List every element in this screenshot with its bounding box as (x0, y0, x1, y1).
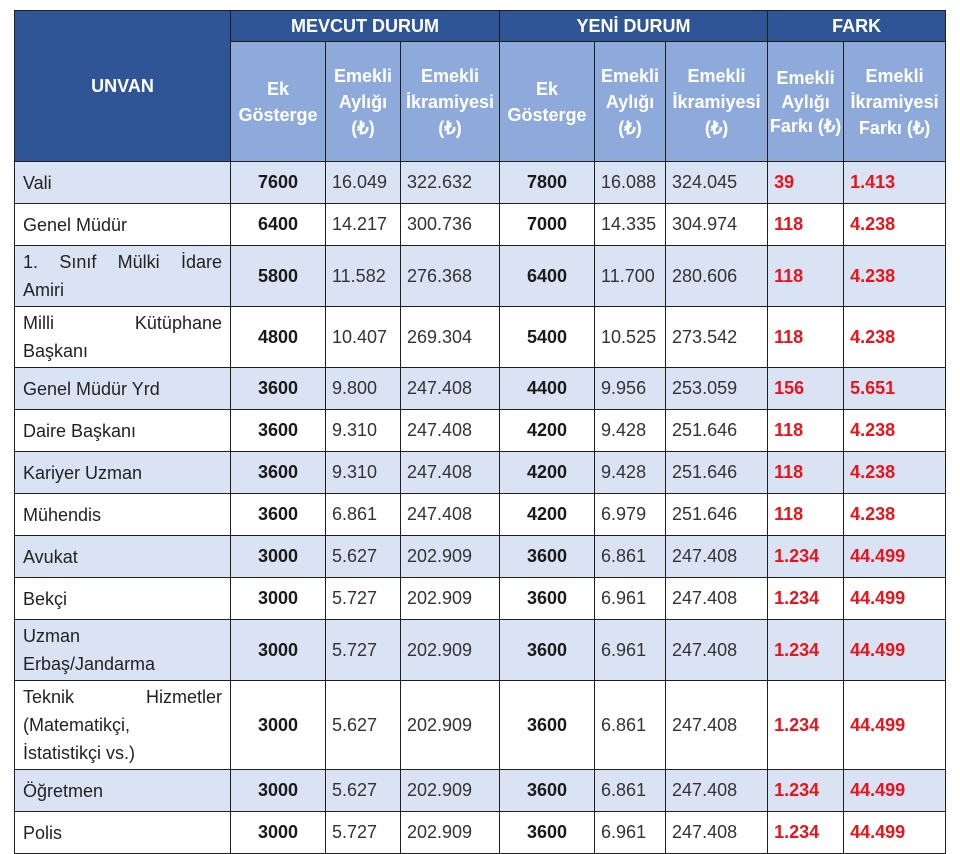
table-row (15, 578, 946, 620)
unvan-line: Başkanı (23, 341, 89, 361)
mevcut-ek-gosterge-header: Ek Gösterge (231, 42, 326, 162)
yeni-emekli-ayligi-cell: 6.961 (595, 620, 666, 681)
yeni-emekli-ikramiyesi-cell: 251.646 (666, 452, 768, 494)
table-row (15, 681, 946, 770)
fark-emekli-ayligi-cell: 1.234 (768, 681, 844, 770)
unvan-line: (Matematikçi, (23, 715, 131, 735)
mevcut-emekli-ikramiyesi-cell: 322.632 (401, 162, 500, 204)
mevcut-emekli-ayligi-cell: 5.727 (326, 578, 401, 620)
fark-emekli-ikramiyesi-cell: 4.238 (844, 204, 946, 246)
mevcut-emekli-ayligi-cell: 9.800 (326, 368, 401, 410)
fark-emekli-ikramiyesi-cell: 1.413 (844, 162, 946, 204)
unvan-cell (15, 620, 231, 681)
fark-emekli-ayligi-cell: 1.234 (768, 620, 844, 681)
unvan-cell (15, 681, 231, 770)
table-body (15, 162, 946, 854)
mevcut-emekli-ikramiyesi-cell: 202.909 (401, 812, 500, 854)
table-row (15, 452, 946, 494)
yeni-emekli-ayligi-cell: 14.335 (595, 204, 666, 246)
unvan-line: 1. Sınıf Mülki İdare (23, 252, 222, 272)
mevcut-emekli-ikramiyesi-cell: 247.408 (401, 410, 500, 452)
mevcut-emekli-ayligi-cell: 5.627 (326, 681, 401, 770)
mevcut-emekli-ayligi-header: Emekli Aylığı (₺) (326, 42, 401, 162)
fark-emekli-ayligi-cell: 118 (768, 246, 844, 307)
fark-emekli-ayligi-cell: 1.234 (768, 770, 844, 812)
yeni-emekli-ayligi-cell: 6.861 (595, 681, 666, 770)
fark-emekli-ayligi-cell: 1.234 (768, 536, 844, 578)
mevcut-ek-gosterge-cell: 3000 (231, 536, 326, 578)
mevcut-ek-gosterge-cell: 3600 (231, 452, 326, 494)
table-row (15, 536, 946, 578)
fark-emekli-ayligi-cell: 118 (768, 410, 844, 452)
yeni-emekli-ikramiyesi-cell: 273.542 (666, 307, 768, 368)
fark-emekli-ayligi-cell: 156 (768, 368, 844, 410)
yeni-emekli-ikramiyesi-cell: 324.045 (666, 162, 768, 204)
yeni-emekli-ayligi-cell: 10.525 (595, 307, 666, 368)
yeni-emekli-ikramiyesi-header: Emekli İkramiyesi (₺) (666, 42, 768, 162)
mevcut-emekli-ayligi-cell: 5.627 (326, 536, 401, 578)
fark-emekli-ikramiyesi-cell: 44.499 (844, 620, 946, 681)
unvan-line: Erbaş/Jandarma (23, 654, 156, 674)
yeni-emekli-ikramiyesi-cell: 251.646 (666, 410, 768, 452)
unvan-header: UNVAN (15, 11, 231, 162)
mevcut-emekli-ikramiyesi-cell: 247.408 (401, 494, 500, 536)
yeni-emekli-ayligi-cell: 11.700 (595, 246, 666, 307)
yeni-emekli-ayligi-cell: 6.861 (595, 536, 666, 578)
mevcut-emekli-ayligi-cell: 9.310 (326, 410, 401, 452)
yeni-emekli-ayligi-cell: 9.956 (595, 368, 666, 410)
group-header-row (15, 11, 946, 42)
mevcut-ek-gosterge-cell: 3000 (231, 681, 326, 770)
unvan-cell: Mühendis (15, 494, 231, 536)
mevcut-durum-header: MEVCUT DURUM (231, 11, 500, 42)
yeni-emekli-ikramiyesi-cell: 304.974 (666, 204, 768, 246)
yeni-ek-gosterge-cell: 4200 (500, 410, 595, 452)
fark-emekli-ayligi-cell: 1.234 (768, 578, 844, 620)
table-row (15, 770, 946, 812)
yeni-emekli-ayligi-header: Emekli Aylığı (₺) (595, 42, 666, 162)
yeni-ek-gosterge-cell: 3600 (500, 681, 595, 770)
mevcut-emekli-ikramiyesi-header: Emekli İkramiyesi (₺) (401, 42, 500, 162)
unvan-line: Teknik Hizmetler (23, 687, 222, 707)
yeni-ek-gosterge-cell: 3600 (500, 578, 595, 620)
yeni-ek-gosterge-cell: 4400 (500, 368, 595, 410)
mevcut-emekli-ayligi-cell: 5.627 (326, 770, 401, 812)
fark-emekli-ayligi-cell: 39 (768, 162, 844, 204)
fark-emekli-ayligi-header: Emekli Aylığı Farkı (₺) (768, 42, 844, 162)
table-row (15, 410, 946, 452)
unvan-cell (15, 307, 231, 368)
unvan-line: Uzman (23, 626, 81, 646)
mevcut-emekli-ayligi-cell: 11.582 (326, 246, 401, 307)
yeni-ek-gosterge-cell: 5400 (500, 307, 595, 368)
yeni-emekli-ikramiyesi-cell: 247.408 (666, 812, 768, 854)
yeni-ek-gosterge-cell: 3600 (500, 536, 595, 578)
yeni-emekli-ikramiyesi-cell: 247.408 (666, 681, 768, 770)
fark-emekli-ikramiyesi-cell: 44.499 (844, 770, 946, 812)
fark-emekli-ayligi-cell: 118 (768, 494, 844, 536)
mevcut-ek-gosterge-cell: 3600 (231, 494, 326, 536)
fark-emekli-ikramiyesi-cell: 44.499 (844, 812, 946, 854)
mevcut-ek-gosterge-cell: 3600 (231, 410, 326, 452)
fark-emekli-ikramiyesi-cell: 4.238 (844, 307, 946, 368)
mevcut-emekli-ikramiyesi-cell: 202.909 (401, 681, 500, 770)
table-row (15, 307, 946, 368)
unvan-cell: Vali (15, 162, 231, 204)
mevcut-emekli-ayligi-cell: 9.310 (326, 452, 401, 494)
yeni-emekli-ikramiyesi-cell: 251.646 (666, 494, 768, 536)
yeni-durum-header: YENİ DURUM (500, 11, 768, 42)
fark-emekli-ayligi-cell: 118 (768, 452, 844, 494)
table-row (15, 204, 946, 246)
yeni-emekli-ikramiyesi-cell: 280.606 (666, 246, 768, 307)
yeni-emekli-ikramiyesi-cell: 247.408 (666, 770, 768, 812)
unvan-cell: Polis (15, 812, 231, 854)
mevcut-emekli-ayligi-cell: 10.407 (326, 307, 401, 368)
unvan-cell: Kariyer Uzman (15, 452, 231, 494)
unvan-line: Milli Kütüphane (23, 313, 222, 333)
table-row (15, 162, 946, 204)
yeni-ek-gosterge-cell: 7800 (500, 162, 595, 204)
yeni-ek-gosterge-cell: 3600 (500, 770, 595, 812)
fark-header: FARK (768, 11, 946, 42)
mevcut-emekli-ayligi-cell: 6.861 (326, 494, 401, 536)
mevcut-emekli-ikramiyesi-cell: 269.304 (401, 307, 500, 368)
yeni-ek-gosterge-cell: 4200 (500, 494, 595, 536)
fark-emekli-ikramiyesi-cell: 44.499 (844, 578, 946, 620)
unvan-cell: Genel Müdür (15, 204, 231, 246)
fark-emekli-ikramiyesi-cell: 5.651 (844, 368, 946, 410)
yeni-emekli-ikramiyesi-cell: 247.408 (666, 536, 768, 578)
yeni-emekli-ayligi-cell: 6.861 (595, 770, 666, 812)
mevcut-emekli-ikramiyesi-cell: 202.909 (401, 770, 500, 812)
yeni-emekli-ayligi-cell: 6.961 (595, 578, 666, 620)
fark-emekli-ayligi-cell: 118 (768, 307, 844, 368)
fark-emekli-ikramiyesi-cell: 4.238 (844, 246, 946, 307)
yeni-emekli-ayligi-cell: 9.428 (595, 452, 666, 494)
unvan-line: Amiri (23, 280, 64, 300)
mevcut-ek-gosterge-cell: 7600 (231, 162, 326, 204)
mevcut-emekli-ikramiyesi-cell: 276.368 (401, 246, 500, 307)
fark-emekli-ikramiyesi-cell: 4.238 (844, 494, 946, 536)
yeni-ek-gosterge-header: Ek Gösterge (500, 42, 595, 162)
mevcut-emekli-ikramiyesi-cell: 247.408 (401, 452, 500, 494)
fark-emekli-ayligi-cell: 1.234 (768, 812, 844, 854)
fark-emekli-ikramiyesi-cell: 44.499 (844, 536, 946, 578)
table-row (15, 246, 946, 307)
table-row (15, 620, 946, 681)
unvan-cell: Genel Müdür Yrd (15, 368, 231, 410)
unvan-cell: Avukat (15, 536, 231, 578)
yeni-emekli-ayligi-cell: 6.979 (595, 494, 666, 536)
mevcut-emekli-ikramiyesi-cell: 202.909 (401, 620, 500, 681)
mevcut-ek-gosterge-cell: 3000 (231, 812, 326, 854)
unvan-cell (15, 246, 231, 307)
unvan-cell: Daire Başkanı (15, 410, 231, 452)
yeni-ek-gosterge-cell: 7000 (500, 204, 595, 246)
table-row (15, 494, 946, 536)
mevcut-ek-gosterge-cell: 3000 (231, 620, 326, 681)
comparison-table-wrapper (14, 10, 946, 854)
fark-emekli-ikramiyesi-cell: 44.499 (844, 681, 946, 770)
yeni-emekli-ikramiyesi-cell: 253.059 (666, 368, 768, 410)
mevcut-ek-gosterge-cell: 3000 (231, 578, 326, 620)
mevcut-emekli-ikramiyesi-cell: 202.909 (401, 578, 500, 620)
fark-emekli-ikramiyesi-cell: 4.238 (844, 410, 946, 452)
fark-emekli-ikramiyesi-cell: 4.238 (844, 452, 946, 494)
mevcut-ek-gosterge-cell: 6400 (231, 204, 326, 246)
yeni-ek-gosterge-cell: 3600 (500, 620, 595, 681)
fark-emekli-ayligi-cell: 118 (768, 204, 844, 246)
yeni-ek-gosterge-cell: 6400 (500, 246, 595, 307)
mevcut-emekli-ikramiyesi-cell: 202.909 (401, 536, 500, 578)
unvan-cell: Bekçi (15, 578, 231, 620)
table-row (15, 368, 946, 410)
yeni-emekli-ikramiyesi-cell: 247.408 (666, 620, 768, 681)
mevcut-emekli-ayligi-cell: 5.727 (326, 812, 401, 854)
yeni-emekli-ayligi-cell: 16.088 (595, 162, 666, 204)
yeni-emekli-ayligi-cell: 6.961 (595, 812, 666, 854)
retirement-comparison-table (14, 10, 946, 854)
yeni-emekli-ikramiyesi-cell: 247.408 (666, 578, 768, 620)
unvan-cell: Öğretmen (15, 770, 231, 812)
fark-emekli-ikramiyesi-header: Emekli İkramiyesi Farkı (₺) (844, 42, 946, 162)
mevcut-emekli-ayligi-cell: 16.049 (326, 162, 401, 204)
mevcut-emekli-ikramiyesi-cell: 300.736 (401, 204, 500, 246)
mevcut-emekli-ayligi-cell: 14.217 (326, 204, 401, 246)
mevcut-emekli-ayligi-cell: 5.727 (326, 620, 401, 681)
mevcut-ek-gosterge-cell: 3000 (231, 770, 326, 812)
table-row (15, 812, 946, 854)
mevcut-ek-gosterge-cell: 5800 (231, 246, 326, 307)
mevcut-emekli-ikramiyesi-cell: 247.408 (401, 368, 500, 410)
yeni-ek-gosterge-cell: 3600 (500, 812, 595, 854)
yeni-ek-gosterge-cell: 4200 (500, 452, 595, 494)
yeni-emekli-ayligi-cell: 9.428 (595, 410, 666, 452)
unvan-line: İstatistikçi vs.) (23, 743, 136, 763)
mevcut-ek-gosterge-cell: 4800 (231, 307, 326, 368)
mevcut-ek-gosterge-cell: 3600 (231, 368, 326, 410)
